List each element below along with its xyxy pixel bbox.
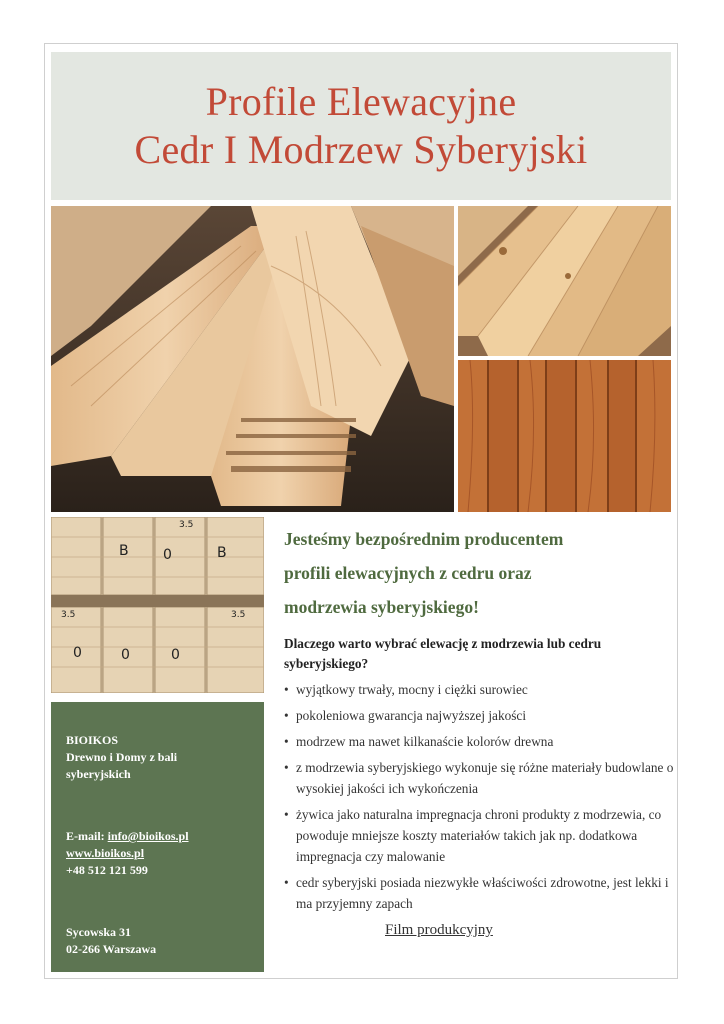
list-item-text: z modrzewia syberyjskiego wykonuje się różne materiały budowlane o wysokiej jakości ich wykończenia bbox=[296, 760, 674, 796]
header-banner bbox=[51, 52, 671, 200]
title-line-2: Cedr I Modrzew Syberyjski bbox=[134, 127, 588, 172]
headline-line-3: modrzewia syberyjskiego! bbox=[284, 597, 479, 617]
list-item bbox=[284, 679, 684, 700]
list-item-text: modrzew ma nawet kilkanaście kolorów drewna bbox=[296, 734, 554, 749]
bundle-mark: 0 bbox=[171, 647, 180, 663]
phone-number: +48 512 121 599 bbox=[66, 863, 148, 877]
company-tagline-1: Drewno i Domy z bali bbox=[66, 750, 178, 764]
title-line-1: Profile Elewacyjne bbox=[205, 79, 517, 124]
bundle-mark: 0 bbox=[121, 647, 130, 663]
bullet-icon: • bbox=[284, 807, 289, 822]
email-line bbox=[66, 828, 256, 845]
list-item bbox=[284, 731, 684, 752]
list-item-text: pokoleniowa gwarancja najwyższej jakości bbox=[296, 708, 527, 723]
lumber-bundles-photo bbox=[51, 517, 264, 693]
cedar-boards-photo bbox=[458, 206, 671, 356]
address-street: Sycowska 31 bbox=[66, 925, 132, 939]
list-item bbox=[284, 804, 684, 867]
benefits-list bbox=[284, 679, 684, 914]
question-heading: Dlaczego warto wybrać elewację z modrzewia lub cedru syberyjskiego? bbox=[284, 636, 602, 671]
headline-line-1: Jesteśmy bezpośrednim producentem bbox=[284, 529, 564, 549]
list-item-text: wyjątkowy trwały, mocny i ciężki surowiec bbox=[296, 682, 528, 697]
bundle-mark: 0 bbox=[163, 547, 172, 563]
bullet-icon: • bbox=[284, 875, 289, 890]
bundle-mark: B bbox=[119, 543, 129, 559]
list-item-text: cedr syberyjski posiada niezwykłe właściwości zdrowotne, jest lekki i ma przyjemny zapach bbox=[296, 875, 669, 911]
list-item-text: żywica jako naturalna impregnacja chroni produkty z modrzewia, co powoduje mniejsze koszty materiałów takich jak np. dodatkowa impregnacja czy malowanie bbox=[296, 807, 662, 864]
company-tagline-2: syberyjskich bbox=[66, 767, 131, 781]
headline-line-2: profili elewacyjnych z cedru oraz bbox=[284, 563, 532, 583]
website-link[interactable]: www.bioikos.pl bbox=[66, 846, 145, 860]
bullet-icon: • bbox=[284, 682, 289, 697]
bundle-mark: 3.5 bbox=[61, 610, 76, 620]
bullet-icon: • bbox=[284, 734, 289, 749]
company-name: BIOIKOS bbox=[66, 733, 119, 747]
list-item bbox=[284, 757, 684, 799]
bundle-mark: 3.5 bbox=[179, 520, 194, 530]
larch-panel-photo bbox=[458, 360, 671, 512]
bundle-mark: 0 bbox=[73, 645, 82, 661]
email-label: E-mail: bbox=[66, 829, 108, 843]
contact-panel bbox=[51, 702, 264, 972]
bullet-icon: • bbox=[284, 708, 289, 723]
list-item bbox=[284, 872, 684, 914]
film-link[interactable]: Film produkcyjny bbox=[385, 922, 493, 938]
main-content bbox=[284, 522, 684, 919]
bundle-mark: 3.5 bbox=[231, 610, 246, 620]
wood-planks-photo bbox=[51, 206, 454, 512]
email-link[interactable]: info@bioikos.pl bbox=[107, 829, 189, 843]
address-city: 02-266 Warszawa bbox=[66, 942, 157, 956]
bullet-icon: • bbox=[284, 760, 289, 775]
list-item bbox=[284, 705, 684, 726]
bundle-mark: B bbox=[217, 545, 227, 561]
